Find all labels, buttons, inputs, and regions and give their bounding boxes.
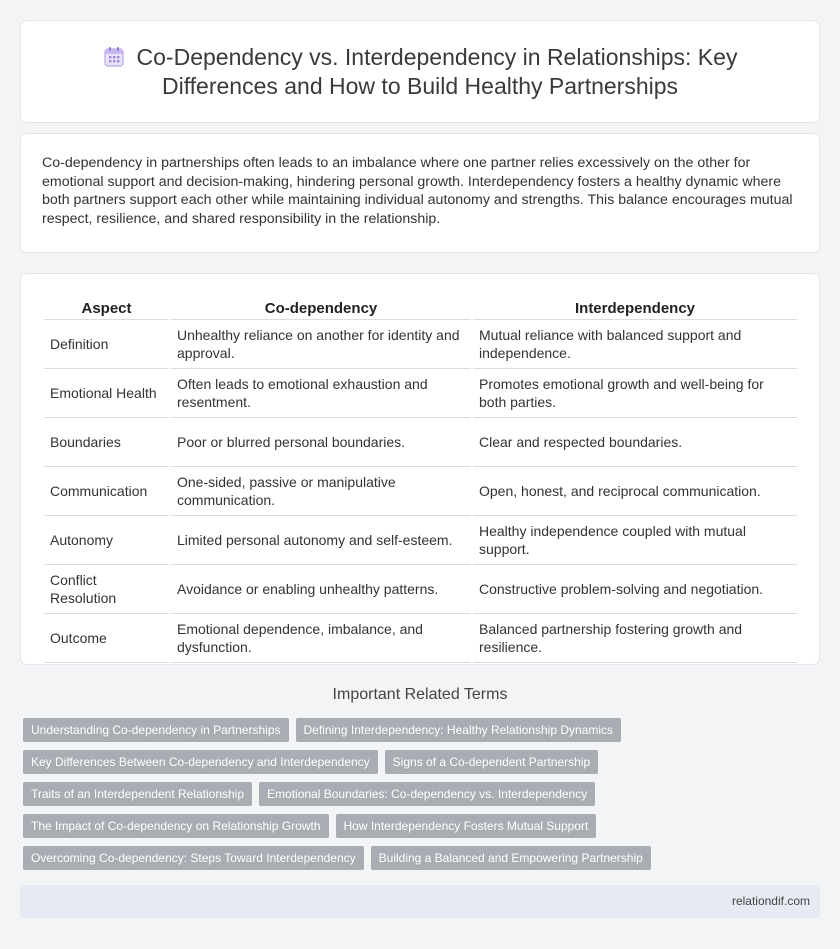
table-header-row bbox=[44, 294, 797, 320]
footer-site: relationdif.com bbox=[731, 894, 810, 908]
co-dependency-cell: Avoidance or enabling unhealthy patterns. bbox=[171, 565, 471, 614]
interdependency-cell: Mutual reliance with balanced support and independence. bbox=[473, 320, 797, 369]
page-title-text: Co-Dependency vs. Interdependency in Relationships: Key Differences and How to Build Healthy Partnerships bbox=[136, 44, 738, 99]
tag-row bbox=[23, 718, 823, 742]
aspect-cell: Definition bbox=[44, 320, 169, 369]
related-term-tag[interactable]: How Interdependency Fosters Mutual Support bbox=[336, 814, 597, 838]
interdependency-cell: Constructive problem-solving and negotiation. bbox=[473, 565, 797, 614]
interdependency-cell: Clear and respected boundaries. bbox=[473, 418, 797, 467]
co-dependency-cell: Emotional dependence, imbalance, and dysfunction. bbox=[171, 614, 471, 663]
related-term-tag[interactable]: Signs of a Co-dependent Partnership bbox=[385, 750, 598, 774]
page-title bbox=[21, 43, 819, 101]
related-terms-list bbox=[23, 718, 823, 878]
header-aspect: Aspect bbox=[44, 294, 169, 320]
co-dependency-cell: Limited personal autonomy and self-esteem. bbox=[171, 516, 471, 565]
table-row bbox=[44, 516, 797, 565]
co-dependency-cell: Often leads to emotional exhaustion and resentment. bbox=[171, 369, 471, 418]
tag-row bbox=[23, 814, 823, 838]
calendar-icon bbox=[103, 46, 125, 68]
interdependency-cell: Open, honest, and reciprocal communication. bbox=[473, 467, 797, 516]
aspect-cell: Boundaries bbox=[44, 418, 169, 467]
header-interdependency: Interdependency bbox=[473, 294, 797, 320]
table-row bbox=[44, 614, 797, 663]
table-row bbox=[44, 320, 797, 369]
table-row bbox=[44, 467, 797, 516]
interdependency-cell: Balanced partnership fostering growth and resilience. bbox=[473, 614, 797, 663]
title-card bbox=[20, 20, 820, 123]
comparison-table bbox=[42, 294, 799, 663]
co-dependency-cell: One-sided, passive or manipulative communication. bbox=[171, 467, 471, 516]
related-term-tag[interactable]: Emotional Boundaries: Co-dependency vs. Interdependency bbox=[259, 782, 595, 806]
related-terms-title: Important Related Terms bbox=[332, 686, 508, 703]
aspect-cell: Communication bbox=[44, 467, 169, 516]
interdependency-cell: Promotes emotional growth and well-being for both parties. bbox=[473, 369, 797, 418]
co-dependency-cell: Poor or blurred personal boundaries. bbox=[171, 418, 471, 467]
related-term-tag[interactable]: The Impact of Co-dependency on Relationship Growth bbox=[23, 814, 329, 838]
table-row bbox=[44, 369, 797, 418]
table-row bbox=[44, 418, 797, 467]
related-term-tag[interactable]: Traits of an Interdependent Relationship bbox=[23, 782, 252, 806]
related-term-tag[interactable]: Understanding Co-dependency in Partnerships bbox=[23, 718, 289, 742]
aspect-cell: Outcome bbox=[44, 614, 169, 663]
intro-card bbox=[20, 133, 820, 253]
aspect-cell: Autonomy bbox=[44, 516, 169, 565]
tag-row bbox=[23, 846, 823, 870]
related-term-tag[interactable]: Key Differences Between Co-dependency and Interdependency bbox=[23, 750, 378, 774]
table-row bbox=[44, 565, 797, 614]
tag-row bbox=[23, 782, 823, 806]
tag-row bbox=[23, 750, 823, 774]
related-term-tag[interactable]: Building a Balanced and Empowering Partnership bbox=[371, 846, 651, 870]
comparison-card bbox=[20, 273, 820, 665]
related-term-tag[interactable]: Defining Interdependency: Healthy Relationship Dynamics bbox=[296, 718, 622, 742]
co-dependency-cell: Unhealthy reliance on another for identity and approval. bbox=[171, 320, 471, 369]
intro-paragraph: Co-dependency in partnerships often leads to an imbalance where one partner relies excessively on the other for emotional support and decision-making, hindering personal growth. Interdependency fosters a healthy dynamic where both partners support each other while maintaining individual autonomy and strengths. This balance encourages mutual respect, resilience, and shared responsibility in the relationship. bbox=[42, 155, 793, 227]
related-term-tag[interactable]: Overcoming Co-dependency: Steps Toward Interdependency bbox=[23, 846, 364, 870]
aspect-cell: Emotional Health bbox=[44, 369, 169, 418]
header-co-dependency: Co-dependency bbox=[171, 294, 471, 320]
footer bbox=[20, 885, 820, 918]
aspect-cell: Conflict Resolution bbox=[44, 565, 169, 614]
interdependency-cell: Healthy independence coupled with mutual support. bbox=[473, 516, 797, 565]
